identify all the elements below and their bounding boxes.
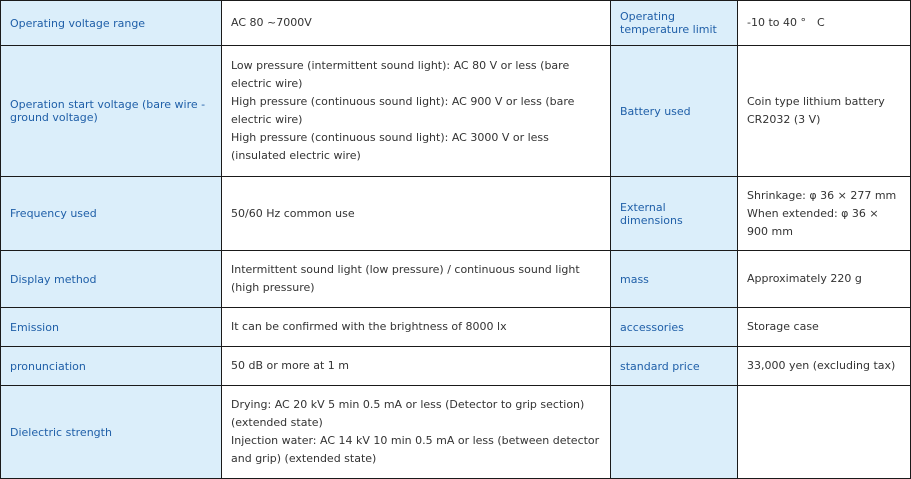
spec-value-line: High pressure (continuous sound light): AC 3000 V or less (insulated electric wire)	[231, 131, 549, 162]
spec-value-line: AC 80 ~7000V	[231, 16, 312, 29]
spec-value-line: Coin type lithium battery CR2032 (3 V)	[747, 95, 885, 126]
spec-value-mass	[738, 251, 911, 308]
spec-label-operating-voltage-range: Operating voltage range	[1, 1, 222, 46]
spec-row	[1, 251, 911, 308]
spec-label-emission: Emission	[1, 308, 222, 347]
spec-table-body	[1, 1, 911, 479]
spec-value-display-method	[222, 251, 611, 308]
spec-row	[1, 386, 911, 479]
spec-label-accessories: accessories	[611, 308, 738, 347]
spec-value-line: Low pressure (intermittent sound light): AC 80 V or less (bare electric wire)	[231, 59, 570, 90]
spec-label-battery-used: Battery used	[611, 46, 738, 177]
spec-label-display-method: Display method	[1, 251, 222, 308]
spec-row	[1, 308, 911, 347]
spec-value-line: Intermittent sound light (low pressure) / continuous sound light (high pressure)	[231, 263, 580, 294]
spec-value-line: High pressure (continuous sound light): AC 900 V or less (bare electric wire)	[231, 95, 575, 126]
spec-value-line: Injection water: AC 14 kV 10 min 0.5 mA or less (between detector and grip) (extended state)	[231, 434, 600, 465]
spec-row	[1, 46, 911, 177]
spec-value-pronunciation	[222, 347, 611, 386]
spec-label-standard-price: standard price	[611, 347, 738, 386]
spec-row	[1, 1, 911, 46]
spec-row	[1, 177, 911, 251]
spec-value-operation-start-voltage	[222, 46, 611, 177]
spec-value-line: 50 dB or more at 1 m	[231, 359, 350, 372]
spec-value-battery-used	[738, 46, 911, 177]
spec-value-operating-voltage-range	[222, 1, 611, 46]
spec-value-line: 33,000 yen (excluding tax)	[747, 359, 896, 372]
spec-label-operation-start-voltage: Operation start voltage (bare wire - ground voltage)	[1, 46, 222, 177]
spec-value-operating-temperature-limit	[738, 1, 911, 46]
spec-value-line: It can be confirmed with the brightness of 8000 lx	[231, 320, 507, 333]
spec-value-empty	[738, 386, 911, 479]
spec-label-dielectric-strength: Dielectric strength	[1, 386, 222, 479]
spec-value-line: Shrinkage: φ 36 × 277 mm When extended: φ 36 × 900 mm	[747, 188, 897, 238]
spec-label-mass: mass	[611, 251, 738, 308]
spec-label-pronunciation: pronunciation	[1, 347, 222, 386]
spec-value-line: Drying: AC 20 kV 5 min 0.5 mA or less (Detector to grip section) (extended state)	[231, 398, 585, 429]
spec-label-frequency-used: Frequency used	[1, 177, 222, 251]
spec-value-external-dimensions	[738, 177, 911, 251]
spec-label-external-dimensions: External dimensions	[611, 177, 738, 251]
spec-label-operating-temperature-limit: Operating temperature limit	[611, 1, 738, 46]
spec-value-line: -10 to 40 ° C	[747, 16, 825, 29]
spec-value-standard-price	[738, 347, 911, 386]
spec-value-line: 50/60 Hz common use	[231, 206, 355, 220]
spec-row	[1, 347, 911, 386]
spec-value-frequency-used	[222, 177, 611, 251]
spec-value-accessories	[738, 308, 911, 347]
spec-label-empty	[611, 386, 738, 479]
spec-value-emission	[222, 308, 611, 347]
spec-value-dielectric-strength	[222, 386, 611, 479]
spec-value-line: Approximately 220 g	[747, 272, 862, 285]
spec-value-line: Storage case	[747, 320, 819, 333]
